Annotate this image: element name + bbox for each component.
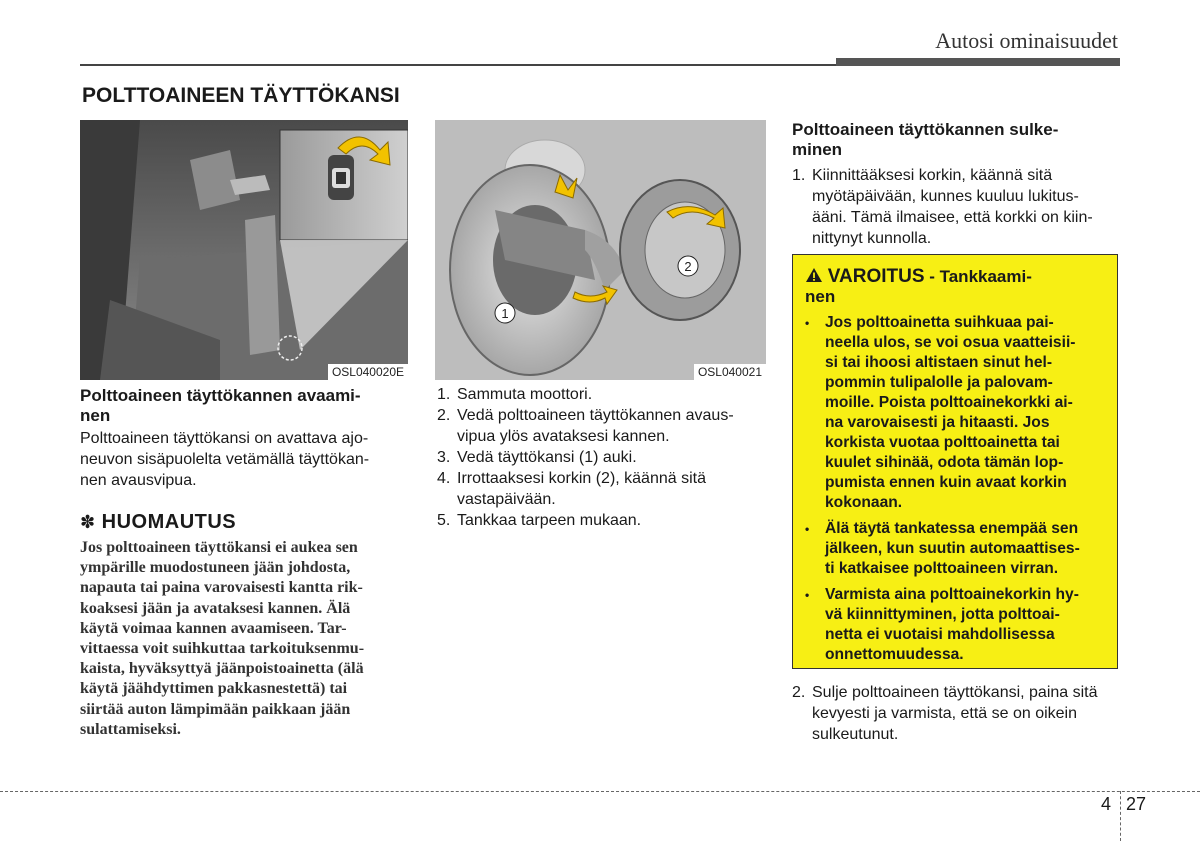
asterisk-icon: ✽ (80, 512, 96, 532)
figure-label: OSL040020E (328, 364, 408, 380)
chapter-number: 4 (1101, 794, 1112, 814)
callout-1: 1 (501, 306, 509, 321)
opening-body: Polttoaineen täyttökansi on avattava ajo- neuvon sisäpuolelta vetämällä täyttökan- nen avausvipua. (80, 430, 370, 489)
note-body: Jos polttoaineen täyttökansi ei aukea sen ympärille muodostuneen jään johdosta, napauta tai paina varovaisesti kantta rik- koaksesi jään ja avataksesi kannen. Älä käytä voimaa kannen avaamiseen. Tar- vittaessa voit suihkuttaa tarkoituksenmu- kaista, hyväksyttyä jäänpoistoainetta (älä käytä jäähdyttimen pakkasnestettä) tai siirtää auton lämpimään paikkaan jään sulattamiseksi. (80, 539, 365, 738)
warning-title: VAROITUS - Tankkaami- nen (805, 266, 1032, 306)
warning-box (792, 254, 1118, 669)
warning-list (805, 313, 1105, 665)
list-item: • Älä täytä tankatessa enempää sen jälkeen, kun suutin automaattises- ti katkaisee polttoaineen virran. (805, 520, 1080, 577)
note-heading: ✽ HUOMAUTUS (80, 511, 237, 533)
opening-heading: Polttoaineen täyttökannen avaami- nen (80, 386, 361, 425)
figure-label: OSL040021 (694, 364, 766, 380)
list-item: 4. Irrottaaksesi korkin (2), käännä sitä vastapäivään. (437, 470, 706, 508)
fuel-cap-illustration (435, 120, 766, 380)
header-rule-thick (836, 58, 1120, 66)
callout-2: 2 (684, 259, 692, 274)
closing-step-2 (792, 682, 1122, 745)
figure-fuel-filler-cap (435, 120, 766, 380)
opening-steps-list (437, 384, 767, 531)
list-item: 3. Vedä täyttökansi (1) auki. (437, 449, 637, 466)
closing-step-1 (792, 165, 1122, 249)
list-item: • Jos polttoainetta suihkuaa pai- neella ulos, se voi osua vaatteisii- si tai ihoosi altistaen sinut hel- pommin tulipalolle ja palovam- moille. Poista polttoainekorkki ai- na varovaisesti ja hitaasti. Jos korkista vuotaa polttoainetta tai kuulet sihinää, odota tämän lop- pumista ennen kuin avaat korkin kokonaan. (805, 314, 1076, 511)
list-item: 2. Vedä polttoaineen täyttökannen avaus- vipua ylös avataksesi kannen. (437, 407, 734, 445)
footer-rule (0, 791, 1200, 792)
list-item: 5. Tankkaa tarpeen mukaan. (437, 512, 642, 529)
list-item: 1. Sammuta moottori. (437, 386, 593, 403)
figure-fuel-door-release-lever (80, 120, 408, 380)
page-number-separator (1120, 791, 1121, 841)
warning-triangle-icon (805, 267, 823, 283)
page-number: 27 (1126, 794, 1147, 814)
list-item: 1. Kiinnittääksesi korkin, käännä sitä myötäpäivään, kunnes kuuluu lukitus- ääni. Tämä ilmaisee, että korkki on kiin- nittynyt kunnolla. (792, 167, 1093, 247)
closing-heading: Polttoaineen täyttökannen sulke- minen (792, 120, 1059, 159)
header-rule (80, 64, 836, 66)
fuel-door-lever-illustration (80, 120, 408, 380)
chapter-title: Autosi ominaisuudet (935, 28, 1118, 53)
list-item: • Varmista aina polttoainekorkin hy- vä kiinnittyminen, jotta polttoai- netta ei vuotaisi mahdollisessa onnettomuudessa. (805, 586, 1079, 663)
section-title: POLTTOAINEEN TÄYTTÖKANSI (82, 84, 400, 107)
list-item: 2. Sulje polttoaineen täyttökansi, paina sitä kevyesti ja varmista, että se on oikein sulkeutunut. (792, 684, 1098, 743)
